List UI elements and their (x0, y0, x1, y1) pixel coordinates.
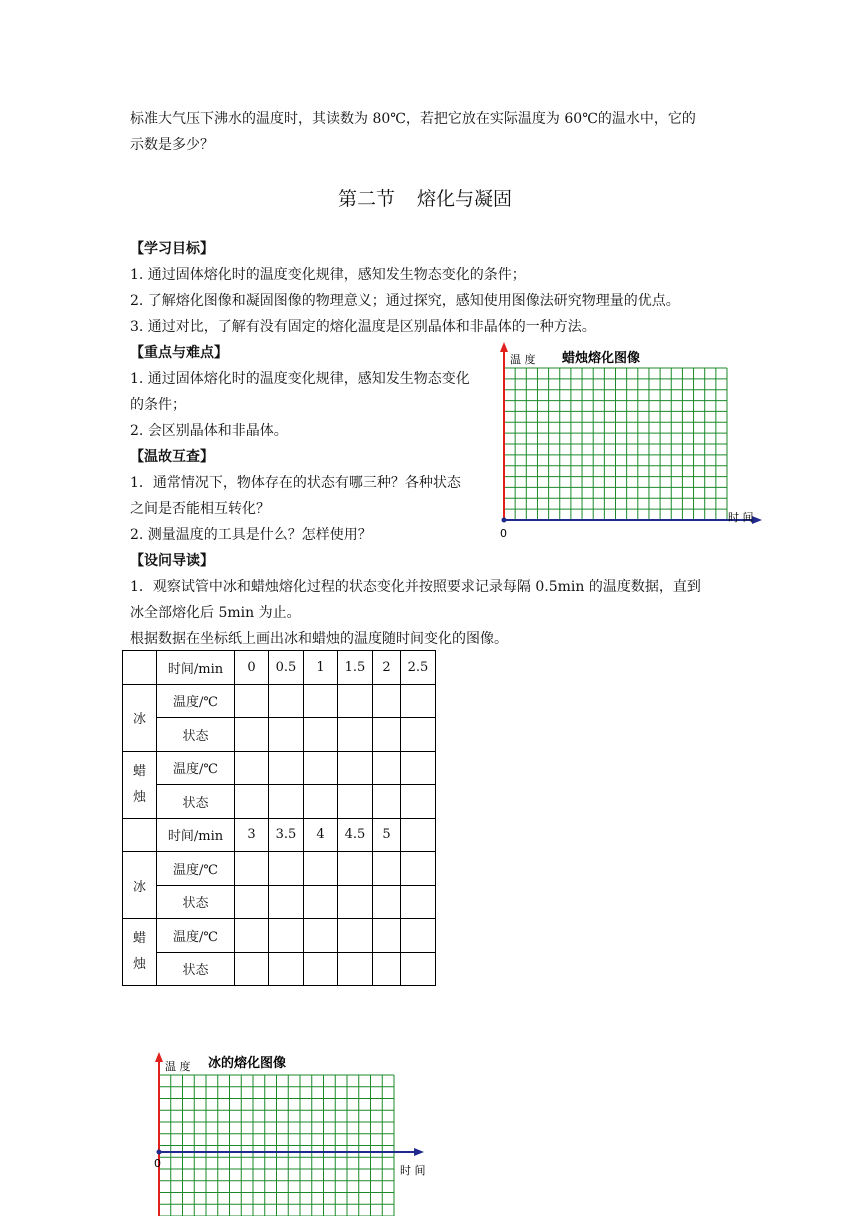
candle-y-arrow-icon (500, 342, 508, 352)
input-cell[interactable] (338, 785, 373, 819)
candle-y-label: 温 度 (510, 353, 536, 366)
input-cell[interactable] (269, 785, 304, 819)
input-cell[interactable] (338, 751, 373, 785)
intro-line-1: 标准大气压下沸水的温度时，其读数为 80℃，若把它放在实际温度为 60℃的温水中，它的 (130, 111, 696, 127)
ice-x-arrow-icon (414, 1148, 424, 1156)
input-cell[interactable] (373, 751, 401, 785)
section-number: 第二节 (338, 188, 396, 210)
ice-label-cell: 冰 (123, 684, 157, 751)
state-label-cell: 状态 (157, 785, 235, 819)
input-cell[interactable] (304, 718, 338, 752)
candle-label-2: 烛 (132, 957, 146, 972)
state-label-cell: 状态 (157, 885, 235, 919)
input-cell[interactable] (269, 919, 304, 953)
guide-heading: 【设问导读】 (130, 553, 214, 569)
input-cell[interactable] (304, 919, 338, 953)
table-cell (123, 651, 157, 685)
input-cell[interactable] (269, 885, 304, 919)
input-cell[interactable] (304, 885, 338, 919)
input-cell[interactable] (338, 684, 373, 718)
input-cell[interactable] (338, 852, 373, 886)
time-cell: 4 (304, 818, 338, 852)
ice-graph-title: 冰的熔化图像 (208, 1056, 287, 1071)
guide-line-1: 1．观察试管中冰和蜡烛熔化过程的状态变化并按照要求记录每隔 0.5min 的温度数据，直到 (130, 579, 701, 595)
input-cell[interactable] (338, 952, 373, 986)
input-cell[interactable] (304, 852, 338, 886)
input-cell[interactable] (401, 751, 436, 785)
candle-label-1: 蜡 (132, 763, 146, 779)
time-label-cell: 时间/min (157, 651, 235, 685)
table-row (123, 919, 436, 953)
input-cell[interactable] (373, 919, 401, 953)
candle-x-arrow-icon (752, 516, 762, 524)
input-cell[interactable] (338, 885, 373, 919)
table-row (123, 785, 436, 819)
input-cell[interactable] (235, 952, 269, 986)
candle-label-1: 蜡 (132, 931, 146, 946)
candle-x-label: 时 间 (728, 511, 754, 524)
input-cell[interactable] (401, 852, 436, 886)
ice-x-label: 时 间 (400, 1164, 426, 1177)
temp-label-cell: 温度/℃ (157, 751, 235, 785)
input-cell[interactable] (235, 919, 269, 953)
ice-grid (159, 1075, 394, 1216)
section-name: 熔化与凝固 (417, 188, 513, 210)
input-cell[interactable] (269, 718, 304, 752)
guide-line-2: 冰全部熔化后 5min 为止。 (130, 605, 301, 621)
key-item-1b: 的条件； (130, 397, 186, 413)
goals-heading: 【学习目标】 (130, 241, 214, 257)
time-label-cell: 时间/min (157, 818, 235, 852)
time-cell: 3.5 (269, 818, 304, 852)
key-item-1a: 1. 通过固体熔化时的温度变化规律，感知发生物态变化 (130, 371, 470, 387)
input-cell[interactable] (269, 852, 304, 886)
input-cell[interactable] (401, 718, 436, 752)
input-cell[interactable] (235, 885, 269, 919)
table-row (123, 651, 436, 685)
time-cell (401, 818, 436, 852)
input-cell[interactable] (235, 718, 269, 752)
table-row (123, 751, 436, 785)
input-cell[interactable] (304, 785, 338, 819)
time-cell: 1.5 (338, 651, 373, 685)
review-item-1a: 1．通常情况下，物体存在的状态有哪三种？各种状态 (130, 475, 461, 491)
ice-y-label: 温 度 (165, 1060, 191, 1073)
input-cell[interactable] (338, 919, 373, 953)
time-cell: 3 (235, 818, 269, 852)
section-title (338, 184, 512, 211)
input-cell[interactable] (304, 751, 338, 785)
state-label-cell: 状态 (157, 718, 235, 752)
input-cell[interactable] (373, 885, 401, 919)
key-item-2: 2. 会区别晶体和非晶体。 (130, 423, 288, 439)
goal-item-1: 1. 通过固体熔化时的温度变化规律，感知发生物态变化的条件； (130, 267, 526, 283)
ice-y-arrow-icon (155, 1052, 163, 1062)
candle-label-cell (123, 919, 157, 986)
guide-line-3: 根据数据在坐标纸上画出冰和蜡烛的温度随时间变化的图像。 (130, 631, 508, 647)
input-cell[interactable] (401, 785, 436, 819)
table-row (123, 885, 436, 919)
table-row (123, 852, 436, 886)
input-cell[interactable] (304, 952, 338, 986)
candle-origin-label: 0 (500, 527, 507, 540)
temp-label-cell: 温度/℃ (157, 684, 235, 718)
input-cell[interactable] (235, 785, 269, 819)
ice-label-cell: 冰 (123, 852, 157, 919)
table-row (123, 952, 436, 986)
input-cell[interactable] (269, 684, 304, 718)
ice-origin-label: 0 (154, 1157, 161, 1170)
input-cell[interactable] (269, 952, 304, 986)
input-cell[interactable] (235, 751, 269, 785)
time-cell: 1 (304, 651, 338, 685)
input-cell[interactable] (373, 952, 401, 986)
data-table (122, 650, 436, 986)
input-cell[interactable] (401, 919, 436, 953)
input-cell[interactable] (304, 684, 338, 718)
goal-item-3: 3. 通过对比，了解有没有固定的熔化温度是区别晶体和非晶体的一种方法。 (130, 319, 596, 335)
state-label-cell: 状态 (157, 952, 235, 986)
candle-melting-graph (490, 340, 770, 540)
table-cell (123, 818, 157, 852)
review-heading: 【温故互查】 (130, 449, 214, 465)
input-cell[interactable] (373, 852, 401, 886)
input-cell[interactable] (401, 885, 436, 919)
candle-label-2: 烛 (132, 789, 146, 805)
time-cell: 5 (373, 818, 401, 852)
review-item-1b: 之间是否能相互转化？ (130, 501, 270, 517)
candle-label-cell (123, 751, 157, 818)
goal-item-2: 2. 了解熔化图像和凝固图像的物理意义；通过探究，感知使用图像法研究物理量的优点。 (130, 293, 680, 309)
input-cell[interactable] (338, 718, 373, 752)
intro-line-2: 示数是多少？ (130, 137, 214, 153)
input-cell[interactable] (373, 718, 401, 752)
review-item-2: 2. 测量温度的工具是什么？怎样使用？ (130, 527, 372, 543)
temp-label-cell: 温度/℃ (157, 852, 235, 886)
input-cell[interactable] (373, 785, 401, 819)
input-cell[interactable] (235, 852, 269, 886)
input-cell[interactable] (401, 952, 436, 986)
time-cell: 4.5 (338, 818, 373, 852)
candle-graph-title: 蜡烛熔化图像 (562, 351, 641, 366)
candle-origin-dot (502, 518, 507, 523)
ice-melting-graph (140, 1046, 440, 1216)
time-cell: 2.5 (401, 651, 436, 685)
time-cell: 0.5 (269, 651, 304, 685)
time-cell: 0 (235, 651, 269, 685)
temp-label-cell: 温度/℃ (157, 919, 235, 953)
input-cell[interactable] (401, 684, 436, 718)
input-cell[interactable] (269, 751, 304, 785)
table-row (123, 818, 436, 852)
time-cell: 2 (373, 651, 401, 685)
key-heading: 【重点与难点】 (130, 345, 228, 361)
candle-grid (504, 368, 727, 520)
input-cell[interactable] (373, 684, 401, 718)
ice-origin-dot (157, 1150, 162, 1155)
input-cell[interactable] (235, 684, 269, 718)
table-row (123, 718, 436, 752)
table-row (123, 684, 436, 718)
